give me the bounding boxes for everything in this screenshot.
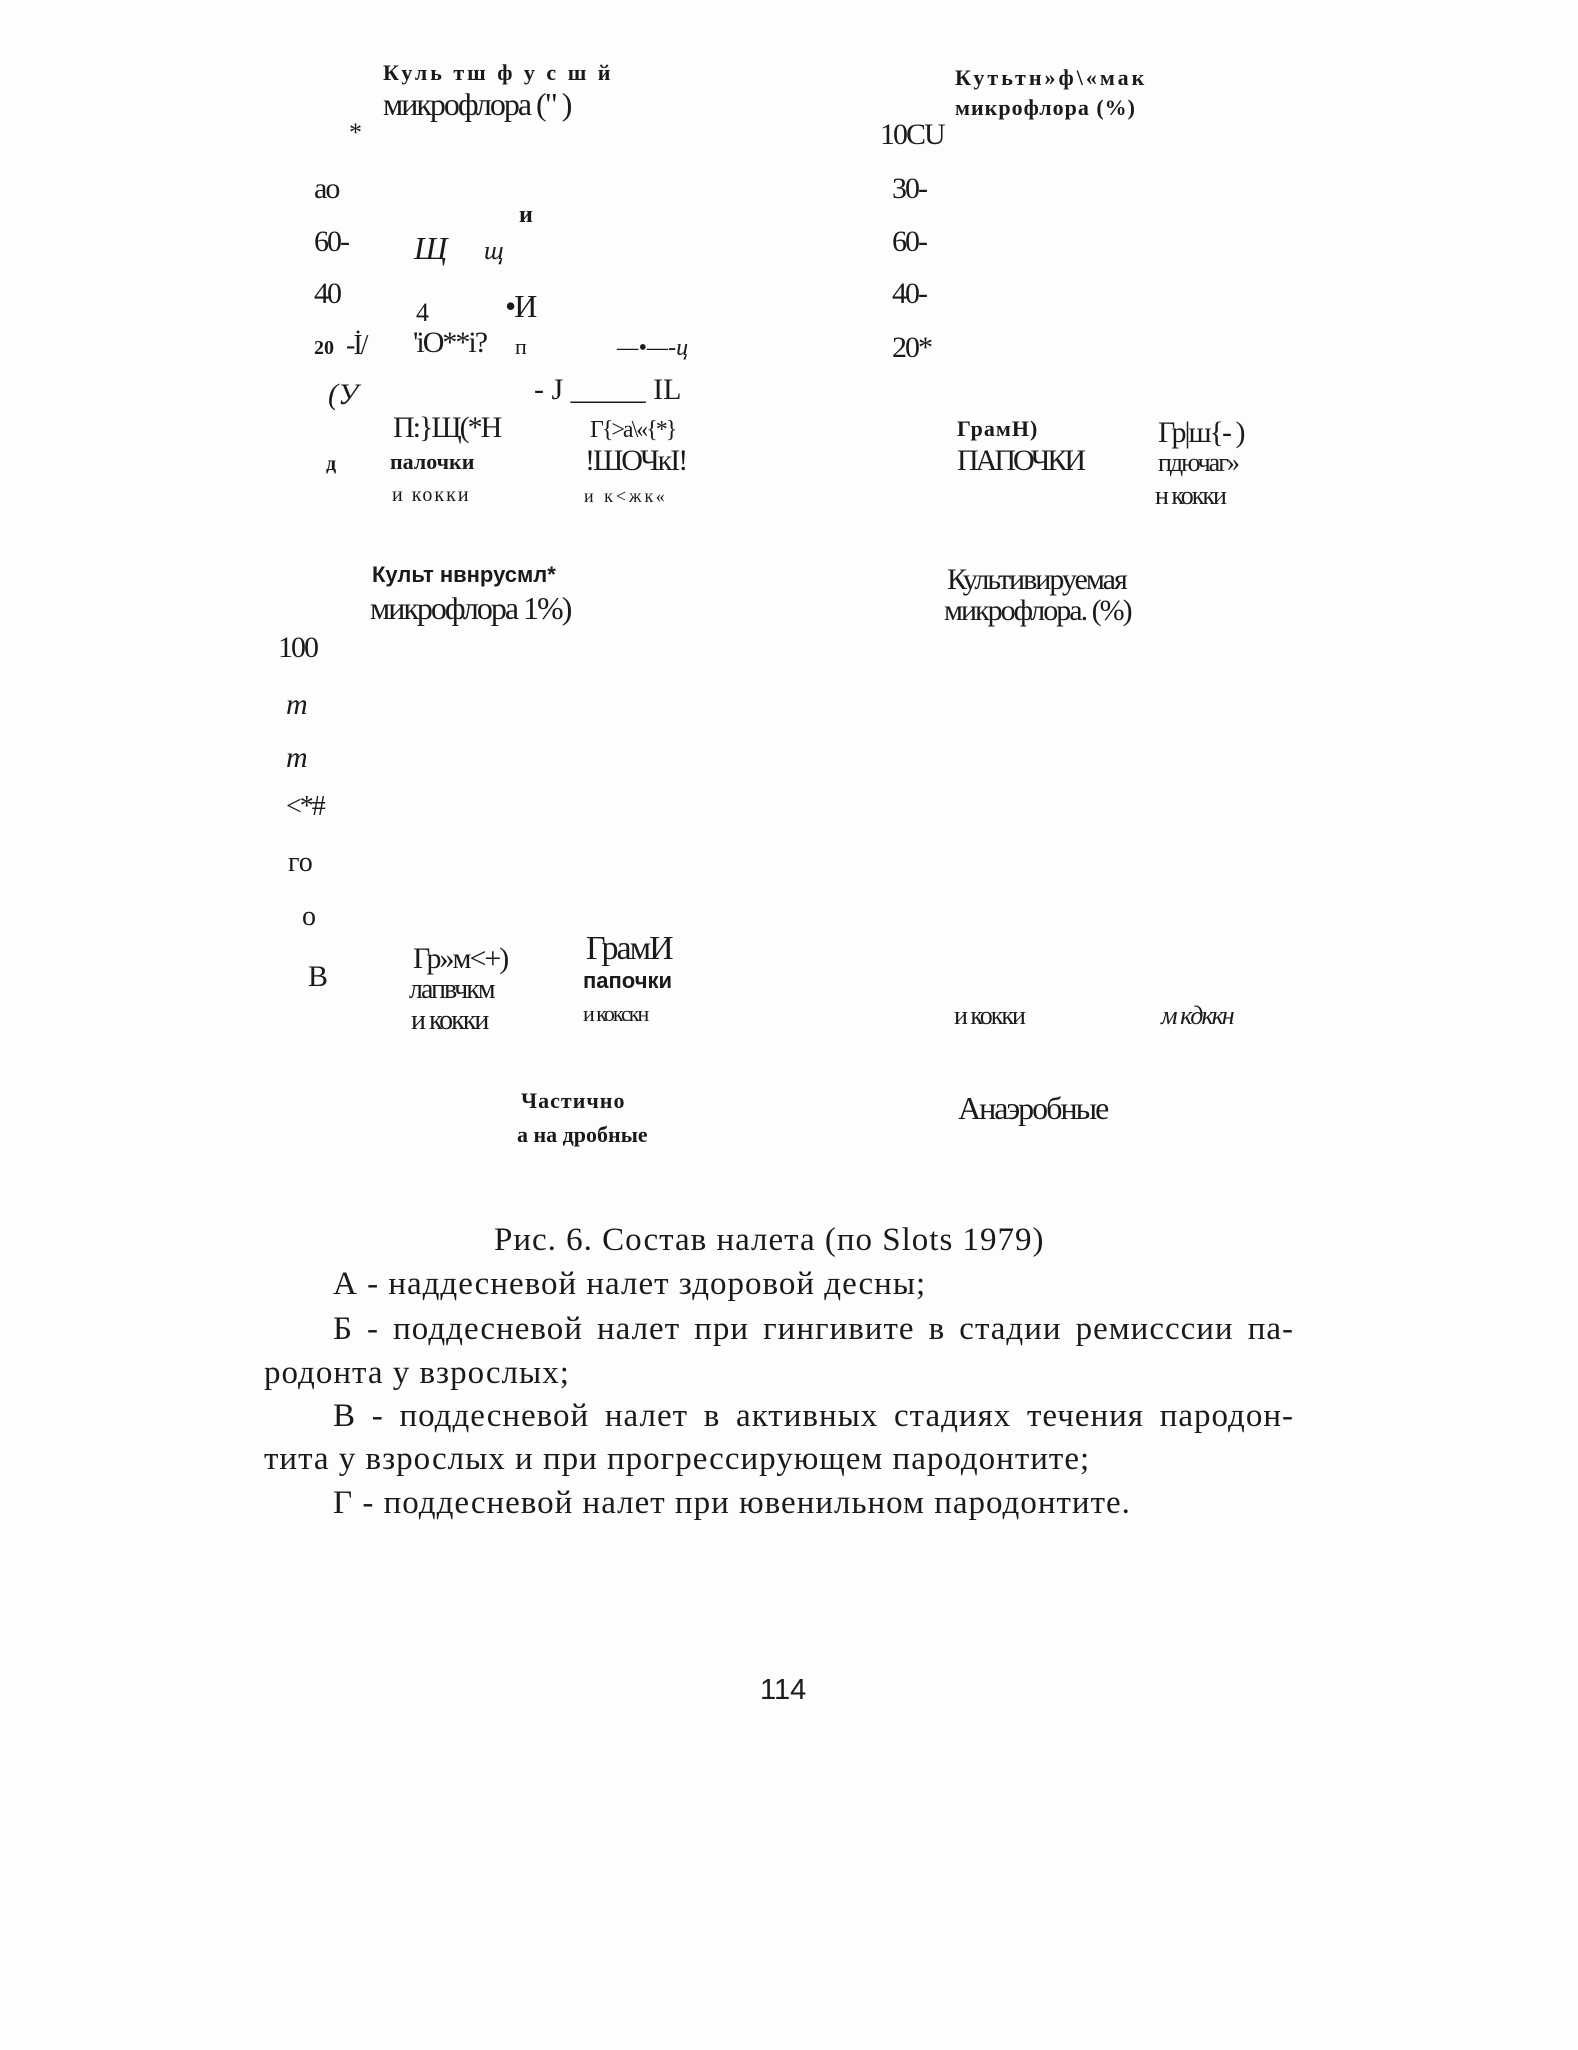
- caption-item-g: Г - поддесневой налет при ювенильном пародонтите.: [333, 1485, 1131, 1521]
- panel-b-cat2-line2: пдючаг»: [1158, 448, 1238, 477]
- panel-c-cat2-line1: ГрамИ: [586, 930, 672, 967]
- panel-c-tick-20: го: [288, 847, 313, 878]
- panel-b-title-line1: Кутьтн»ф\«мак: [955, 65, 1148, 90]
- panel-a-star: *: [349, 118, 362, 147]
- panel-c-tick-60: т: [286, 741, 308, 774]
- panel-a-letter: д: [326, 453, 337, 475]
- panel-a-cat1-line2: палочки: [390, 449, 475, 474]
- panel-b-tick-40: 40-: [892, 277, 926, 310]
- panel-a-scribble-y: (У: [328, 378, 359, 411]
- panel-d-title-line1: Культивируемая: [947, 563, 1126, 596]
- panel-c-cat1-line3: и кокки: [411, 1005, 488, 1036]
- panel-a-scribble-shch: Щ: [414, 230, 448, 266]
- panel-c-cat1-line2: лапвчкм: [409, 974, 494, 1005]
- panel-c-tick-100: 100: [278, 631, 317, 664]
- panel-c-tick-0: о: [302, 901, 316, 932]
- panel-c-group-line2: а на дробные: [517, 1122, 648, 1147]
- caption-item-b-line2: родонта у взрослых;: [264, 1355, 570, 1391]
- panel-a-scribble-o: 'iO**i?: [413, 326, 487, 359]
- panel-c-cat1-line1: Гр»м<+): [413, 942, 508, 975]
- panel-a-scribble-i: и: [519, 202, 533, 228]
- panel-a-scribble-four: 4: [416, 298, 429, 327]
- panel-b-cat1-line1: ГрамН): [957, 416, 1039, 441]
- panel-a-cat1-line3: и кокки: [392, 484, 471, 506]
- panel-a-cat2-line3: и к<жк«: [584, 486, 668, 506]
- panel-b-cat2-line3: н кокки: [1155, 481, 1225, 510]
- panel-d-title-line2: микрофлора. (%): [944, 594, 1131, 627]
- panel-a-tick-20: 20: [314, 337, 334, 359]
- panel-a-title-line2: микрофлора (" ): [383, 86, 571, 122]
- panel-d-group: Анаэробные: [958, 1090, 1108, 1126]
- panel-b-cat1-line2: ПАПОЧКИ: [957, 444, 1084, 477]
- caption-item-a: А - наддесневой налет здоровой десны;: [333, 1266, 927, 1302]
- panel-a-title-line1: Куль тш ф у с ш й: [383, 60, 614, 85]
- panel-c-title-line2: микрофлора 1%): [370, 590, 571, 626]
- panel-c-tick-40: <*#: [286, 791, 324, 822]
- panel-b-tick-20: 20*: [892, 331, 931, 364]
- panel-b-cat2-line1: Гр|ш{- ): [1158, 416, 1244, 449]
- panel-a-cat2-line1: Г{>а\«{*}: [590, 417, 676, 443]
- panel-c-cat2-line2: папочки: [583, 968, 673, 993]
- panel-b-tick-100: 10CU: [880, 118, 944, 151]
- panel-d-cat2: м кдккн: [1161, 1001, 1233, 1030]
- caption-item-b-line1: Б - поддесневой налет при гингивите в стадии ремисссии па-: [333, 1311, 1294, 1347]
- panel-b-title-line2: микрофлора (%): [955, 95, 1136, 120]
- panel-a-cat1-line1: П:}Щ(*Н: [393, 411, 501, 444]
- panel-a-scribble-bullet: •И: [505, 288, 536, 324]
- page-number: 114: [760, 1674, 807, 1706]
- panel-a-cat2-line2: !ШОЧкI!: [585, 444, 687, 477]
- panel-c-letter: В: [308, 960, 329, 993]
- caption-item-v-line2: тита у взрослых и при прогрессирующем пародонтите;: [264, 1441, 1091, 1477]
- panel-a-tick-80: ао: [314, 172, 339, 205]
- panel-a-scribble-dash-mark: —•—-ц: [617, 335, 689, 361]
- panel-b-tick-80: 30-: [892, 172, 926, 205]
- panel-a-scribble-p: п: [515, 334, 527, 359]
- panel-c-cat2-line3: и кокскн: [583, 1001, 648, 1026]
- panel-a-scribble-shch-small: щ: [484, 236, 504, 265]
- panel-a-scribble-j-line: - J _____ IL: [534, 373, 682, 406]
- panel-a-tick-40: 40: [314, 277, 340, 310]
- panel-a-tick-60: 60-: [314, 225, 348, 258]
- panel-b-tick-60: 60-: [892, 225, 926, 258]
- panel-c-tick-80: т: [286, 688, 308, 721]
- panel-c-group-line1: Частично: [521, 1088, 626, 1113]
- caption-title: Рис. 6. Состав налета (по Slots 1979): [494, 1222, 1045, 1258]
- caption-item-v-line1: В - поддесневой налет в активных стадиях течения пародон-: [333, 1398, 1294, 1434]
- panel-a-scribble-dash: -İ/: [346, 330, 367, 361]
- panel-d-cat1: и кокки: [954, 1001, 1024, 1030]
- panel-c-title-line1: Культ нвнрусмл*: [372, 562, 556, 587]
